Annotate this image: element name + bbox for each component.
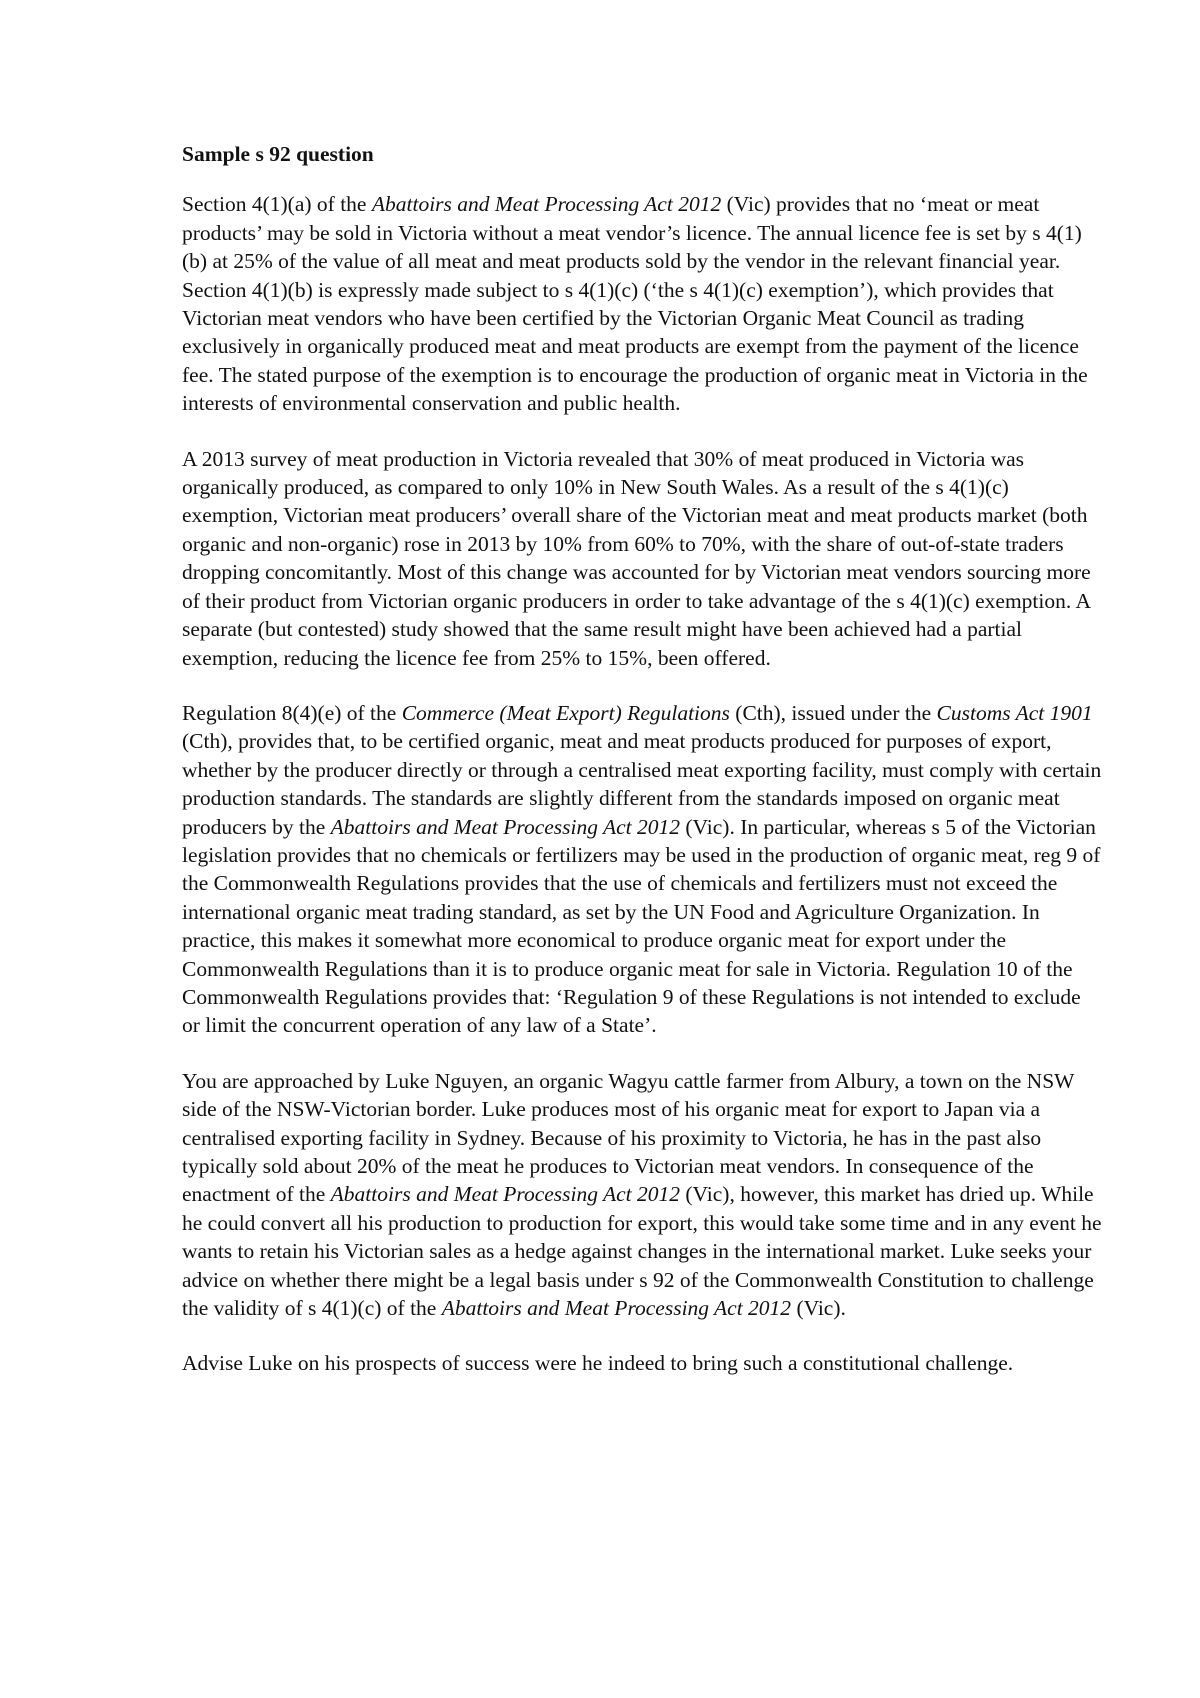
paragraph-4-text-c: (Vic).	[791, 1296, 846, 1321]
act-title: Abattoirs and Meat Processing Act 2012	[330, 1182, 680, 1207]
paragraph-4-text-a: You are approached by Luke Nguyen, an organic Wagyu cattle farmer from Albury, a town on the NSW side of the NSW-Victorian border. Luke produces most of his organic meat for export to Japan via a centralised exporting facility in Sydney. Because of his proximity to Victoria, he has in the past also typically sold about 20% of the meat he produces to Victorian meat vendors. In consequence of the enactment of the	[182, 1068, 1075, 1207]
paragraph-3-text-b: (Cth), issued under the	[729, 700, 937, 725]
document-page	[182, 140, 1102, 1378]
act-title: Abattoirs and Meat Processing Act 2012	[371, 192, 722, 217]
paragraph-3-text-d: (Vic). In particular, whereas s 5 of the Victorian legislation provides that no chemicals or fertilizers may be used in the production of organic meat, reg 9 of the Commonwealth Regulations provides that the use of chemicals and fertilizers must not exceed the international organic meat trading standard, as set by the UN Food and Agriculture Organization. In practice, this makes it somewhat more economical to produce organic meat for export under the Commonwealth Regulations than it is to produce organic meat for sale in Victoria. Regulation 10 of the Commonwealth Regulations provides that: ‘Regulation 9 of these Regulations is not intended to exclude or limit the concurrent operation of any law of a State’.	[182, 814, 1101, 1038]
act-title: Abattoirs and Meat Processing Act 2012	[441, 1296, 792, 1321]
paragraph-4	[182, 1067, 1102, 1323]
paragraph-5: Advise Luke on his prospects of success were he indeed to bring such a constitutional challenge.	[182, 1351, 1014, 1376]
paragraph-4-text-b: (Vic), however, this market has dried up. While he could convert all his production to production for export, this would take some time and in any event he wants to retain his Victorian sales as a hedge against changes in the international market. Luke seeks your advice on whether there might be a legal basis under s 92 of the Commonwealth Constitution to challenge the validity of s 4(1)(c) of the	[182, 1182, 1102, 1321]
document-title: Sample s 92 question	[182, 142, 374, 166]
paragraph-1-text-b: (Vic) provides that no ‘meat or meat products’ may be sold in Victoria without a meat vendor’s licence. The annual licence fee is set by s 4(1)(b) at 25% of the value of all meat and meat products sold by the vendor in the relevant financial year. Section 4(1)(b) is expressly made subject to s 4(1)(c) (‘the s 4(1)(c) exemption’), which provides that Victorian meat vendors who have been certified by the Victorian Organic Meat Council as trading exclusively in organically produced meat and meat products are exempt from the payment of the licence fee. The stated purpose of the exemption is to encourage the production of organic meat in Victoria in the interests of environmental conservation and public health.	[182, 192, 1088, 416]
paragraph-1-text-a: Section 4(1)(a) of the	[182, 192, 372, 217]
paragraph-3-text-a: Regulation 8(4)(e) of the	[182, 700, 402, 725]
paragraph-2: A 2013 survey of meat production in Victoria revealed that 30% of meat produced in Victoria was organically produced, as compared to only 10% in New South Wales. As a result of the s 4(1)(c) exemption, Victorian meat producers’ overall share of the Victorian meat and meat products market (both organic and non-organic) rose in 2013 by 10% from 60% to 70%, with the share of out-of-state traders dropping concomitantly. Most of this change was accounted for by Victorian meat vendors sourcing more of their product from Victorian organic producers in order to take advantage of the s 4(1)(c) exemption. A separate (but contested) study showed that the same result might have been achieved had a partial exemption, reducing the licence fee from 25% to 15%, been offered.	[182, 446, 1091, 670]
paragraph-3-text-c: (Cth), provides that, to be certified organic, meat and meat products produced for purposes of export, whether by the producer directly or through a centralised meat exporting facility, must comply with certain production standards. The standards are slightly different from the standards imposed on organic meat producers by the	[182, 729, 1102, 839]
paragraph-3	[182, 699, 1102, 1040]
act-title: Abattoirs and Meat Processing Act 2012	[330, 814, 681, 839]
paragraph-1	[182, 190, 1102, 417]
regulations-title: Commerce (Meat Export) Regulations	[401, 700, 730, 725]
customs-act-title: Customs Act 1901	[936, 700, 1093, 725]
